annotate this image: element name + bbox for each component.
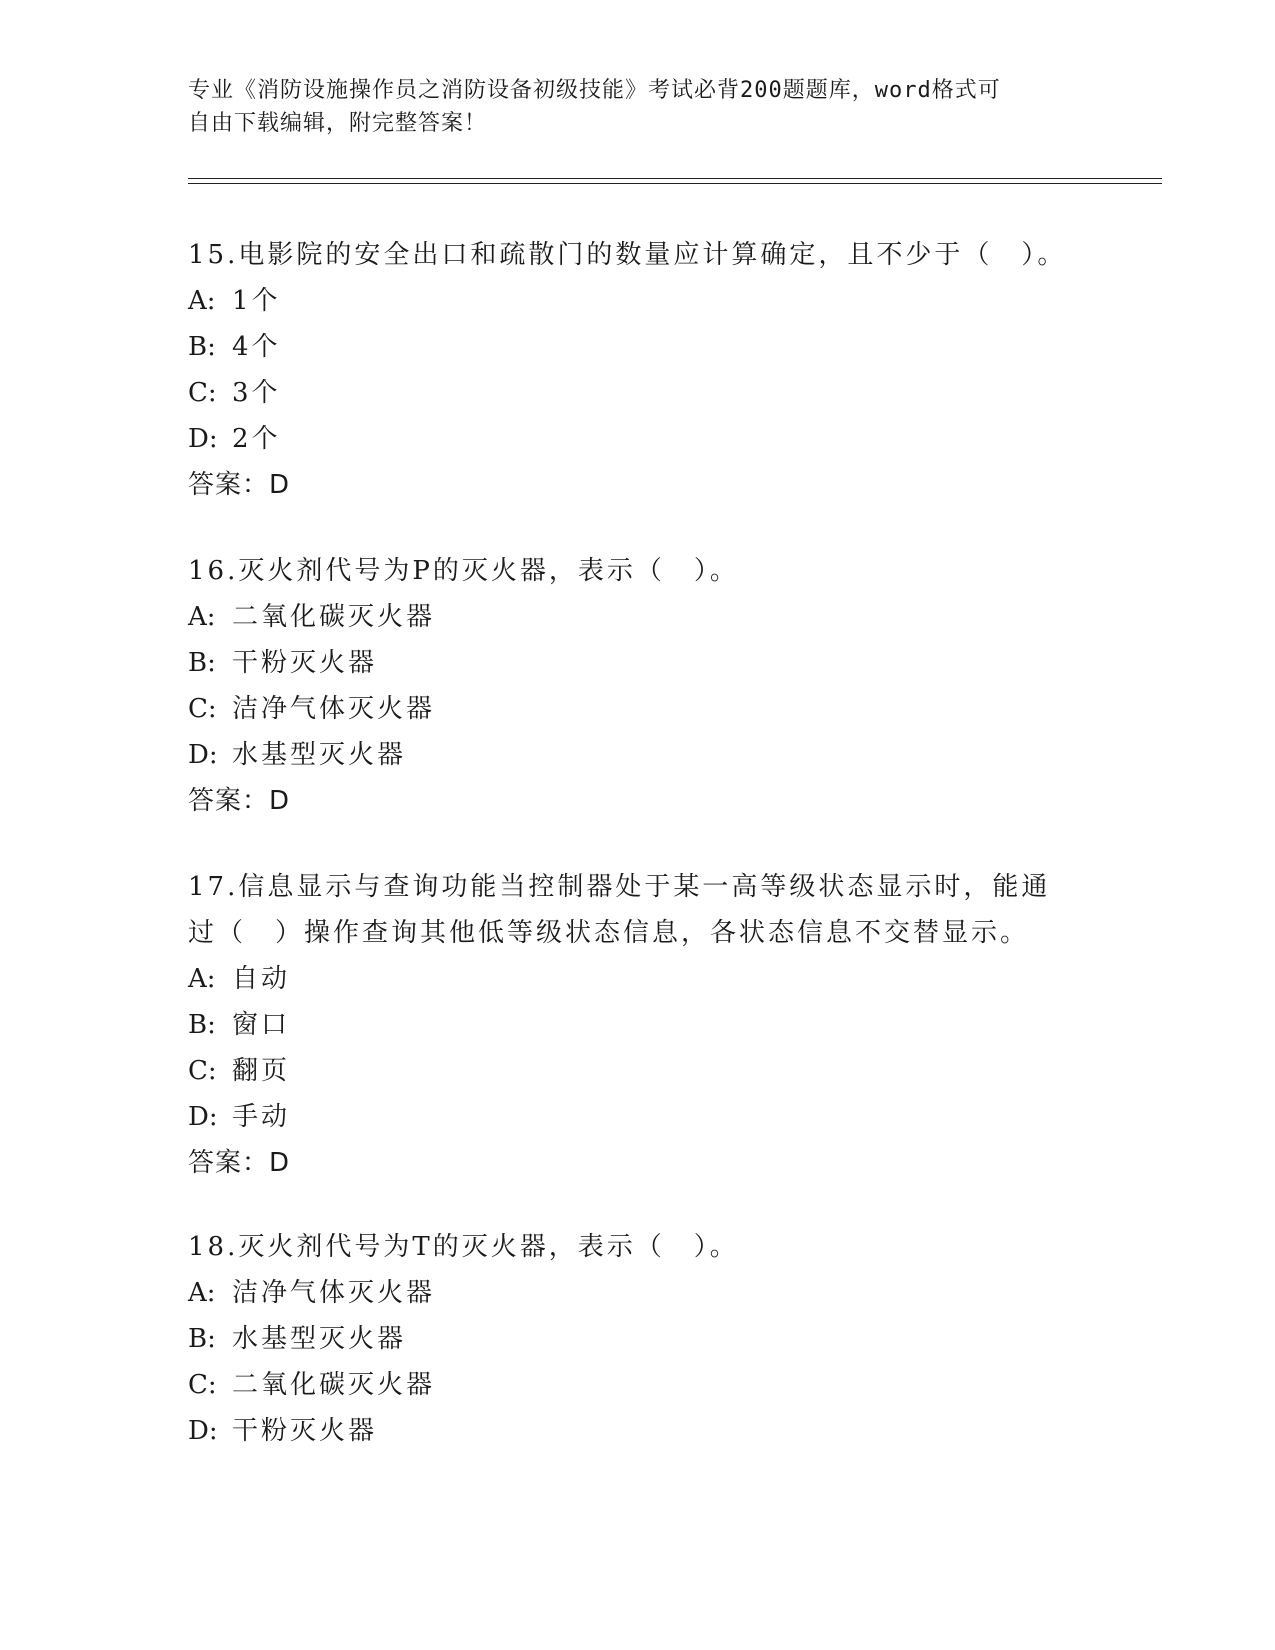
option-d xyxy=(188,1408,1088,1454)
option-letter: B: xyxy=(188,1324,216,1354)
option-b xyxy=(188,1316,1088,1362)
option-text: 洁净气体灭火器 xyxy=(232,694,436,724)
option-text: 窗口 xyxy=(232,1010,291,1040)
option-text: 水基型灭火器 xyxy=(232,740,407,770)
option-letter: A: xyxy=(188,1278,216,1308)
option-letter: B: xyxy=(188,1010,216,1040)
option-text: 自动 xyxy=(232,964,291,994)
option-text: 4个 xyxy=(232,332,281,362)
option-text: 2个 xyxy=(232,424,281,454)
option-a xyxy=(188,594,1088,640)
answer-line: 答案：D xyxy=(188,1148,291,1178)
option-text: 二氧化碳灭火器 xyxy=(232,602,436,632)
option-letter: C: xyxy=(188,1370,217,1400)
option-a xyxy=(188,956,1068,1002)
question-17 xyxy=(188,864,1068,1186)
option-text: 干粉灭火器 xyxy=(232,1416,378,1446)
option-c xyxy=(188,370,1088,416)
option-letter: A: xyxy=(188,602,216,632)
option-letter: C: xyxy=(188,694,217,724)
option-b xyxy=(188,1002,1068,1048)
option-b xyxy=(188,324,1088,370)
question-stem: 18.灭火剂代号为T的灭火器，表示（ ）。 xyxy=(188,1232,739,1262)
option-letter: A: xyxy=(188,286,216,316)
option-d xyxy=(188,732,1088,778)
question-18 xyxy=(188,1224,1088,1454)
header-line-2: 自由下载编辑，附完整答案！ xyxy=(188,111,488,136)
option-text: 翻页 xyxy=(232,1056,291,1086)
option-text: 洁净气体灭火器 xyxy=(232,1278,436,1308)
option-letter: B: xyxy=(188,648,216,678)
option-letter: D: xyxy=(188,424,218,454)
option-text: 干粉灭火器 xyxy=(232,648,378,678)
option-d xyxy=(188,416,1088,462)
option-letter: D: xyxy=(188,1102,218,1132)
option-text: 手动 xyxy=(232,1102,291,1132)
option-letter: C: xyxy=(188,1056,217,1086)
option-text: 3个 xyxy=(232,378,281,408)
option-text: 水基型灭火器 xyxy=(232,1324,407,1354)
option-a xyxy=(188,1270,1088,1316)
header-divider-top xyxy=(188,178,1162,179)
option-b xyxy=(188,640,1088,686)
option-d xyxy=(188,1094,1068,1140)
option-text: 二氧化碳灭火器 xyxy=(232,1370,436,1400)
option-letter: A: xyxy=(188,964,216,994)
header-divider-bottom xyxy=(188,183,1162,184)
answer-line: 答案：D xyxy=(188,470,291,500)
document-header xyxy=(188,74,1088,140)
question-15 xyxy=(188,232,1088,508)
question-16 xyxy=(188,548,1088,824)
question-stem: 17.信息显示与查询功能当控制器处于某一高等级状态显示时，能通过（ ）操作查询其他低等级状态信息，各状态信息不交替显示。 xyxy=(188,872,1051,948)
option-a xyxy=(188,278,1088,324)
option-text: 1个 xyxy=(232,286,281,316)
option-letter: D: xyxy=(188,1416,218,1446)
question-stem: 15.电影院的安全出口和疏散门的数量应计算确定，且不少于（ ）。 xyxy=(188,240,1067,270)
option-letter: D: xyxy=(188,740,218,770)
option-letter: C: xyxy=(188,378,217,408)
question-stem: 16.灭火剂代号为P的灭火器，表示（ ）。 xyxy=(188,556,739,586)
header-line-1: 专业《消防设施操作员之消防设备初级技能》考试必背200题题库，word格式可 xyxy=(188,78,1001,103)
option-c xyxy=(188,1048,1068,1094)
option-c xyxy=(188,686,1088,732)
option-c xyxy=(188,1362,1088,1408)
answer-line: 答案：D xyxy=(188,786,291,816)
option-letter: B: xyxy=(188,332,216,362)
